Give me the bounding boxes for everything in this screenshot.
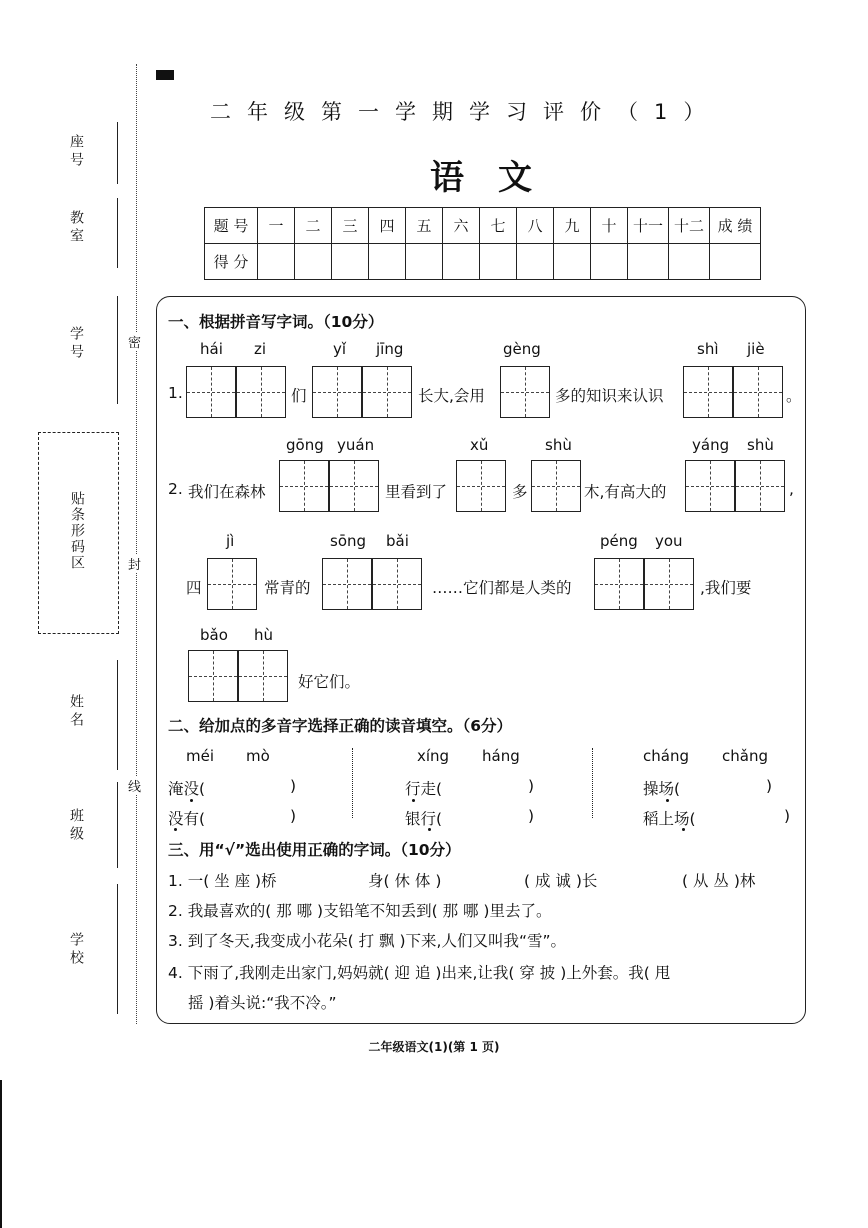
answer-box[interactable] xyxy=(238,650,288,702)
answer-box[interactable] xyxy=(500,366,550,418)
answer-box[interactable] xyxy=(456,460,506,512)
pinyin: sōng xyxy=(330,532,367,550)
emphasis-dot xyxy=(190,799,193,802)
q2-text: 木,有高大的 xyxy=(584,483,667,501)
score-input[interactable] xyxy=(369,244,406,280)
answer-box[interactable] xyxy=(188,650,238,702)
score-cell: 一 xyxy=(258,208,295,244)
seal-mark-mi: 密 xyxy=(128,332,141,351)
score-cell: 二 xyxy=(295,208,332,244)
score-cell: 得 分 xyxy=(205,244,258,280)
score-input[interactable] xyxy=(443,244,480,280)
answer-box[interactable] xyxy=(329,460,379,512)
choice-line[interactable]: 摇 )着头说:“我不冷。” xyxy=(188,994,337,1012)
q2-text: ……它们都是人类的 xyxy=(432,579,572,597)
subject-title: 语文 xyxy=(430,158,566,198)
exam-title: 二年级第一学期学习评价（1） xyxy=(210,100,721,124)
pinyin: hái xyxy=(200,340,223,358)
answer-paren[interactable]: ) xyxy=(528,807,535,825)
answer-paren[interactable]: ) xyxy=(290,807,297,825)
score-input[interactable] xyxy=(554,244,591,280)
name-label: 姓名 xyxy=(68,694,84,730)
score-cell: 成 绩 xyxy=(710,208,761,244)
q2-text: 多 xyxy=(512,483,528,501)
q2-text: 常青的 xyxy=(264,579,311,597)
name-line xyxy=(117,660,118,770)
score-input[interactable] xyxy=(628,244,669,280)
answer-box[interactable] xyxy=(594,558,644,610)
class-label: 班级 xyxy=(68,808,84,844)
answer-paren[interactable]: ) xyxy=(784,807,791,825)
answer-box[interactable] xyxy=(683,366,733,418)
pinyin: jì xyxy=(226,532,235,550)
q1-text: 们 xyxy=(291,387,307,405)
score-input[interactable] xyxy=(669,244,710,280)
section2-title: 二、给加点的多音字选择正确的读音填空。（6分） xyxy=(168,717,513,735)
score-cell: 八 xyxy=(517,208,554,244)
emphasis-dot xyxy=(682,828,685,831)
polyphone-word: 银行( xyxy=(405,810,443,828)
score-input[interactable] xyxy=(406,244,443,280)
class-line xyxy=(117,782,118,868)
page-footer: 二年级语文(1)(第 1 页) xyxy=(368,1040,500,1054)
choice-item[interactable]: ( 成 诚 )长 xyxy=(524,872,598,890)
polyphone-word: 淹没( xyxy=(168,780,206,798)
emphasis-dot xyxy=(174,828,177,831)
score-cell: 七 xyxy=(480,208,517,244)
classroom-label: 教室 xyxy=(68,210,84,246)
answer-box[interactable] xyxy=(362,366,412,418)
pinyin: jīng xyxy=(376,340,404,358)
pinyin: zi xyxy=(254,340,267,358)
choice-line[interactable]: 4. 下雨了,我刚走出家门,妈妈就( 迎 追 )出来,让我( 穿 披 )上外套。我( 甩 xyxy=(168,964,671,982)
score-cell: 三 xyxy=(332,208,369,244)
polyphone-word: 没有( xyxy=(168,810,206,828)
q2-text: ,我们要 xyxy=(700,579,752,597)
score-input[interactable] xyxy=(332,244,369,280)
seal-line xyxy=(136,64,137,1024)
score-cell: 十二 xyxy=(669,208,710,244)
classroom-line xyxy=(117,198,118,268)
q2-text: 四 xyxy=(186,579,202,597)
answer-box[interactable] xyxy=(207,558,257,610)
choice-item[interactable]: 身( 休 体 ) xyxy=(368,872,442,890)
pinyin: chǎng xyxy=(722,747,768,765)
pinyin: shù xyxy=(747,436,774,454)
pinyin: mò xyxy=(246,747,270,765)
answer-box[interactable] xyxy=(531,460,581,512)
score-input[interactable] xyxy=(480,244,517,280)
score-cell: 题 号 xyxy=(205,208,258,244)
school-label: 学校 xyxy=(68,932,84,968)
pinyin: hù xyxy=(254,626,274,644)
q2-text: 我们在森林 xyxy=(188,483,266,501)
pinyin: shù xyxy=(545,436,572,454)
seal-mark-xian: 线 xyxy=(128,776,141,795)
choice-item[interactable]: ( 从 丛 )林 xyxy=(682,872,756,890)
score-input[interactable] xyxy=(295,244,332,280)
answer-box[interactable] xyxy=(322,558,372,610)
pinyin: péng xyxy=(600,532,638,550)
answer-box[interactable] xyxy=(279,460,329,512)
answer-box[interactable] xyxy=(312,366,362,418)
q1-text: 。 xyxy=(786,387,802,405)
q2-text: 好它们。 xyxy=(298,673,361,691)
pinyin: méi xyxy=(186,747,215,765)
pinyin: bǎo xyxy=(200,626,228,644)
scan-edge xyxy=(0,1080,2,1228)
emphasis-dot xyxy=(428,828,431,831)
group-separator xyxy=(592,748,593,818)
answer-paren[interactable]: ) xyxy=(290,777,297,795)
answer-box[interactable] xyxy=(236,366,286,418)
choice-line[interactable]: 2. 我最喜欢的( 那 哪 )支铅笔不知丢到( 那 哪 )里去了。 xyxy=(168,902,552,920)
score-cell: 十 xyxy=(591,208,628,244)
pinyin: yǐ xyxy=(333,340,347,358)
pinyin: jiè xyxy=(747,340,765,358)
q2-text: 里看到了 xyxy=(385,483,448,501)
score-input[interactable] xyxy=(710,244,761,280)
score-cell: 六 xyxy=(443,208,480,244)
choice-line[interactable]: 3. 到了冬天,我变成小花朵( 打 飘 )下来,人们又叫我“雪”。 xyxy=(168,932,567,950)
group-separator xyxy=(352,748,353,818)
choice-item[interactable]: 1. 一( 坐 座 )桥 xyxy=(168,872,277,890)
polyphone-word: 行走( xyxy=(405,780,443,798)
emphasis-dot xyxy=(412,799,415,802)
score-cell: 四 xyxy=(369,208,406,244)
answer-box[interactable] xyxy=(372,558,422,610)
pinyin: shì xyxy=(697,340,719,358)
emphasis-dot xyxy=(666,799,669,802)
pinyin: háng xyxy=(482,747,520,765)
pinyin: yáng xyxy=(692,436,730,454)
seat-number-label: 座号 xyxy=(68,134,84,170)
score-header-row xyxy=(205,208,761,244)
answer-paren[interactable]: ) xyxy=(528,777,535,795)
score-input[interactable] xyxy=(258,244,295,280)
answer-box[interactable] xyxy=(685,460,735,512)
section1-title: 一、根据拼音写字词。（10分） xyxy=(168,313,384,331)
pinyin: bǎi xyxy=(386,532,409,550)
answer-paren[interactable]: ) xyxy=(766,777,773,795)
answer-box[interactable] xyxy=(186,366,236,418)
answer-box[interactable] xyxy=(735,460,785,512)
score-value-row xyxy=(205,244,761,280)
polyphone-word: 操场( xyxy=(643,780,681,798)
answer-box[interactable] xyxy=(644,558,694,610)
pinyin: xǔ xyxy=(470,436,489,454)
pinyin: gèng xyxy=(503,340,541,358)
score-cell: 九 xyxy=(554,208,591,244)
score-input[interactable] xyxy=(591,244,628,280)
seal-mark-feng: 封 xyxy=(128,554,141,573)
score-input[interactable] xyxy=(517,244,554,280)
polyphone-word: 稻上场( xyxy=(643,810,696,828)
student-id-line xyxy=(117,296,118,404)
seat-line xyxy=(117,122,118,184)
pinyin: gōng xyxy=(286,436,324,454)
question-number: 2. xyxy=(168,480,183,498)
student-id-label: 学号 xyxy=(68,326,84,362)
school-line xyxy=(117,884,118,1014)
barcode-sticker-area xyxy=(38,432,119,634)
score-cell: 十一 xyxy=(628,208,669,244)
pinyin: yuán xyxy=(337,436,375,454)
sticker-area-label: 贴条形码区 xyxy=(69,491,85,571)
section3-title: 三、用“√”选出使用正确的字词。（10分） xyxy=(168,841,461,859)
q1-text: 多的知识来认识 xyxy=(555,387,664,405)
corner-marker xyxy=(156,70,174,80)
q2-text: , xyxy=(789,480,794,498)
pinyin: xíng xyxy=(417,747,450,765)
pinyin: you xyxy=(655,532,683,550)
score-cell: 五 xyxy=(406,208,443,244)
q1-text: 长大,会用 xyxy=(418,387,485,405)
answer-box[interactable] xyxy=(733,366,783,418)
pinyin: cháng xyxy=(643,747,689,765)
score-table xyxy=(204,207,761,280)
question-number: 1. xyxy=(168,384,183,402)
